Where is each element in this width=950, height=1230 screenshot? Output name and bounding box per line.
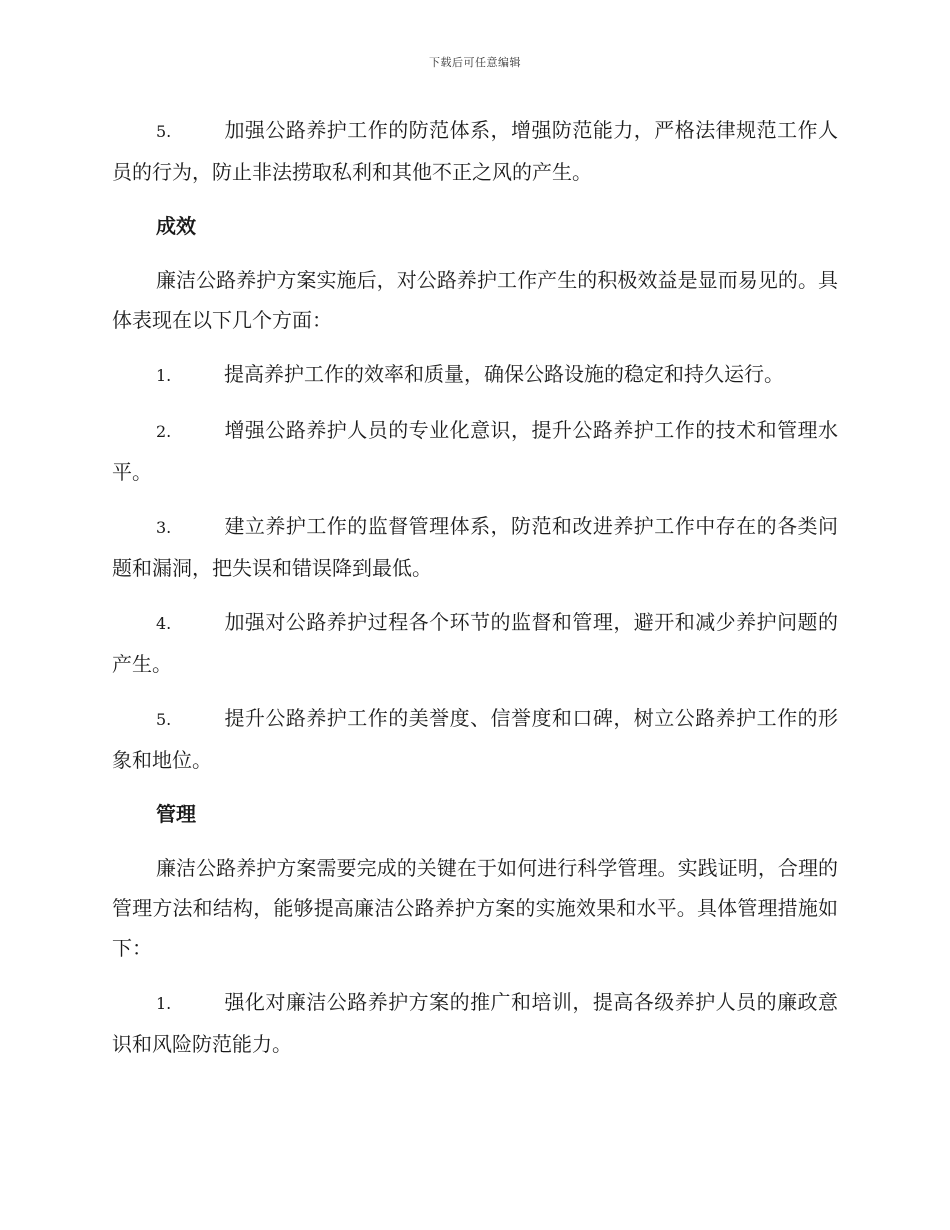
list-number: 5. <box>156 710 172 729</box>
list-text: 建立养护工作的监督管理体系，防范和改进养护工作中存在的各类问题和漏洞，把失误和错误降到最低。 <box>112 514 838 580</box>
list-text: 加强公路养护工作的防范体系，增强防范能力，严格法律规范工作人员的行为，防止非法捞取私利和其他不正之风的产生。 <box>112 118 838 184</box>
list-text: 强化对廉洁公路养护方案的推广和培训，提高各级养护人员的廉政意识和风险防范能力。 <box>112 990 838 1056</box>
list-text: 增强公路养护人员的专业化意识，提升公路养护工作的技术和管理水平。 <box>112 418 838 484</box>
list-number: 1. <box>156 994 172 1013</box>
section-heading-results: 成效 <box>156 214 196 238</box>
paragraph: 廉洁公路养护方案需要完成的关键在于如何进行科学管理。实践证明，合理的管理方法和结构，能够提高廉洁公路养护方案的实施效果和水平。具体管理措施如下： <box>112 856 838 960</box>
list-item <box>112 110 838 192</box>
list-item <box>112 354 838 396</box>
list-number: 2. <box>156 422 172 441</box>
list-item <box>112 602 838 684</box>
list-number: 3. <box>156 518 172 537</box>
list-item <box>112 982 838 1064</box>
list-item <box>112 506 838 588</box>
document-body <box>112 110 838 1078</box>
paragraph: 廉洁公路养护方案实施后，对公路养护工作产生的积极效益是显而易见的。具体表现在以下几个方面： <box>112 268 838 332</box>
list-text: 提高养护工作的效率和质量，确保公路设施的稳定和持久运行。 <box>224 362 784 386</box>
section-heading-management: 管理 <box>156 802 196 826</box>
list-number: 1. <box>156 366 172 385</box>
list-number: 5. <box>156 122 172 141</box>
page-header: 下载后可任意编辑 <box>429 56 521 69</box>
list-item <box>112 698 838 780</box>
list-number: 4. <box>156 614 172 633</box>
list-text: 提升公路养护工作的美誉度、信誉度和口碑，树立公路养护工作的形象和地位。 <box>112 706 838 772</box>
list-text: 加强对公路养护过程各个环节的监督和管理，避开和减少养护问题的产生。 <box>112 610 838 676</box>
list-item <box>112 410 838 492</box>
